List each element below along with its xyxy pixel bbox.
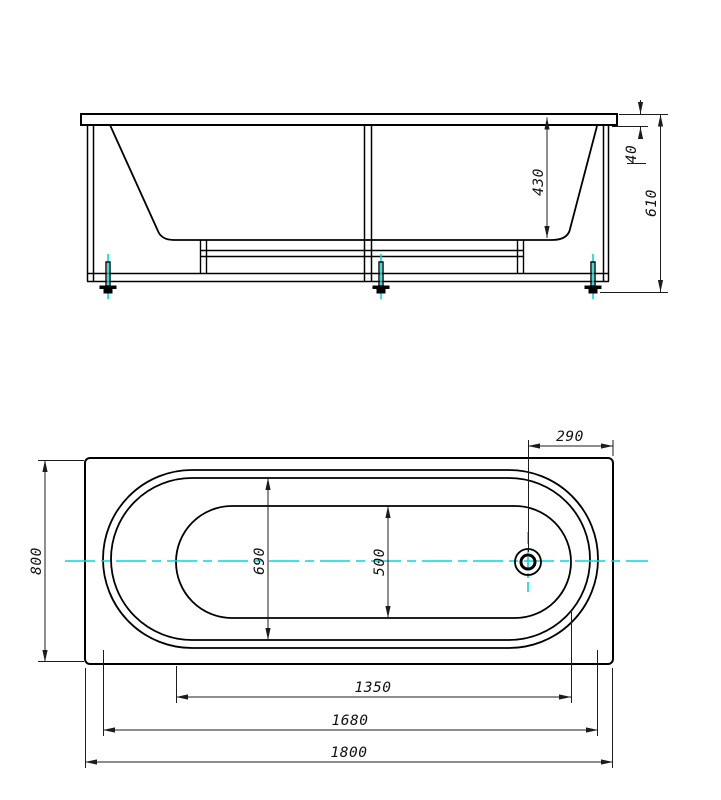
dimension-drain-offset xyxy=(528,429,613,552)
foot-flange xyxy=(373,286,390,290)
tub-opening-inner-contour xyxy=(111,478,590,640)
side-view xyxy=(81,100,668,299)
dimension-label-290: 290 xyxy=(556,429,584,445)
dimension-label-1350: 1350 xyxy=(354,680,392,696)
adjustable-foot-right xyxy=(585,254,602,299)
dimension-opening-length xyxy=(103,650,598,736)
foot-flange xyxy=(585,286,602,290)
under-tub-supports xyxy=(200,240,524,273)
support-frame xyxy=(87,125,609,282)
dimension-label-1800: 1800 xyxy=(330,745,368,761)
foot-flange xyxy=(100,286,117,290)
foot-base xyxy=(377,289,386,294)
foot-base xyxy=(104,289,113,294)
dimension-rim-thickness xyxy=(612,100,668,164)
plan-view xyxy=(29,429,648,768)
dimension-label-500: 500 xyxy=(372,548,388,576)
dimension-label-800: 800 xyxy=(29,547,45,575)
dimension-total-height xyxy=(600,115,668,293)
dimension-floor-width xyxy=(372,506,388,618)
dimension-label-610: 610 xyxy=(644,189,660,217)
adjustable-foot-middle xyxy=(373,254,390,299)
dimension-label-690: 690 xyxy=(252,547,268,575)
dimension-opening-width xyxy=(252,478,268,640)
foot-base xyxy=(589,289,598,294)
dimension-label-1680: 1680 xyxy=(331,713,369,729)
tub-body-profile xyxy=(110,125,597,240)
tub-opening-outer-contour xyxy=(103,470,598,648)
dimension-floor-length xyxy=(176,612,572,703)
adjustable-foot-left xyxy=(100,254,117,299)
dimension-inner-depth xyxy=(531,118,547,239)
dimension-label-40: 40 xyxy=(624,144,640,164)
dimension-label-430: 430 xyxy=(531,168,547,196)
tub-rim-profile xyxy=(81,114,617,125)
